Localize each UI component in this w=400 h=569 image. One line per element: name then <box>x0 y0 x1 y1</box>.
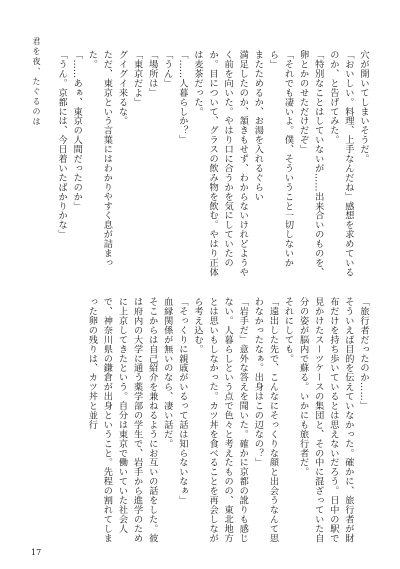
text-line: ただ、東京という言葉にはわかりやすく息が詰まった。 <box>86 50 113 268</box>
text-line: グイグイ来るな。 <box>116 50 128 126</box>
text-line: 「遠出した先で、こんなにそっくりな顔と出会うなんて思わなかったなぁ。出身はこの辺なの？」 <box>252 297 279 543</box>
text-line: 「旅行者だったのか……」 <box>358 297 369 411</box>
page-number: 17 <box>31 548 42 557</box>
text-line: 「岩手だ」意外な答えを聞いた。確かに京都の訛りも感じない。人暮らしという点で色々と考えたものの、東北地方とは思いもしなかった。カツ丼を食べることを再会しながら考え込む。 <box>191 297 249 543</box>
text-line: 「うん。京都には、今日着いたばかりかな」 <box>56 50 68 239</box>
text-line: 「特別なことはしていないが……出来合いのものを、卵とかのせただけだぞ」 <box>297 50 324 277</box>
text-line: 「場所は」 <box>146 50 158 98</box>
text-line: 穴が開いてしまいそうだ。 <box>358 50 369 164</box>
text-line: 「おいしい。料理、上手なんだね」感想を求めているのか、と告げてみた。 <box>327 50 354 277</box>
text-line: そういえば目的を伝えていなかった。確かに、旅行者が財布だけを持ち歩いているとは思えないだろう。日中の駅で見かけたスーツケースの集団と、その中に混ざっていた自分の姿が脳内で蘇る。いかにも旅行者だ。 <box>297 297 354 543</box>
text-line: 「そっくりに親戚がいるって話は知らないなぁ」 <box>176 297 188 505</box>
text-line: そこからは自己紹介を兼ねるようにお互いの話をした。彼は府内の大学に通う薬学部の学生で、岩手から進学のために上京してきたという。自分は東京で働いていた社会人で、神奈川県の鎌倉が出身ということ。先程の割れてしまった卵の残りは、カツ丼と並行 <box>86 297 158 543</box>
text-line: 「それでも凄いよ。僕、そういうこと一切しないから」 <box>267 50 294 268</box>
running-head: 君を夜、たぐるのは <box>32 37 41 127</box>
text-line: 「東京だよ」 <box>131 50 143 107</box>
upper-text-band <box>53 50 371 280</box>
text-line: またためるか、お湯を入れるぐらい <box>252 50 264 202</box>
text-line: 「……人暮らしか？」 <box>176 50 188 145</box>
text-line: 「うん」 <box>161 50 173 88</box>
text-line: それにしても。 <box>282 297 294 364</box>
text-line: 「……あぁ、東京の人間だったのか」 <box>71 50 83 211</box>
text-line: 血縁関係が無いのなら、凄い話だ。 <box>161 297 173 449</box>
text-line: 満足したのか、頷きもせず、わからないけれどようやく前を向いた。やはり口に合うかを気にしていたのか。目について、グラスの飲み物を飲む。やはり正体は麦茶だった。 <box>191 50 249 277</box>
lower-text-band <box>53 297 371 545</box>
